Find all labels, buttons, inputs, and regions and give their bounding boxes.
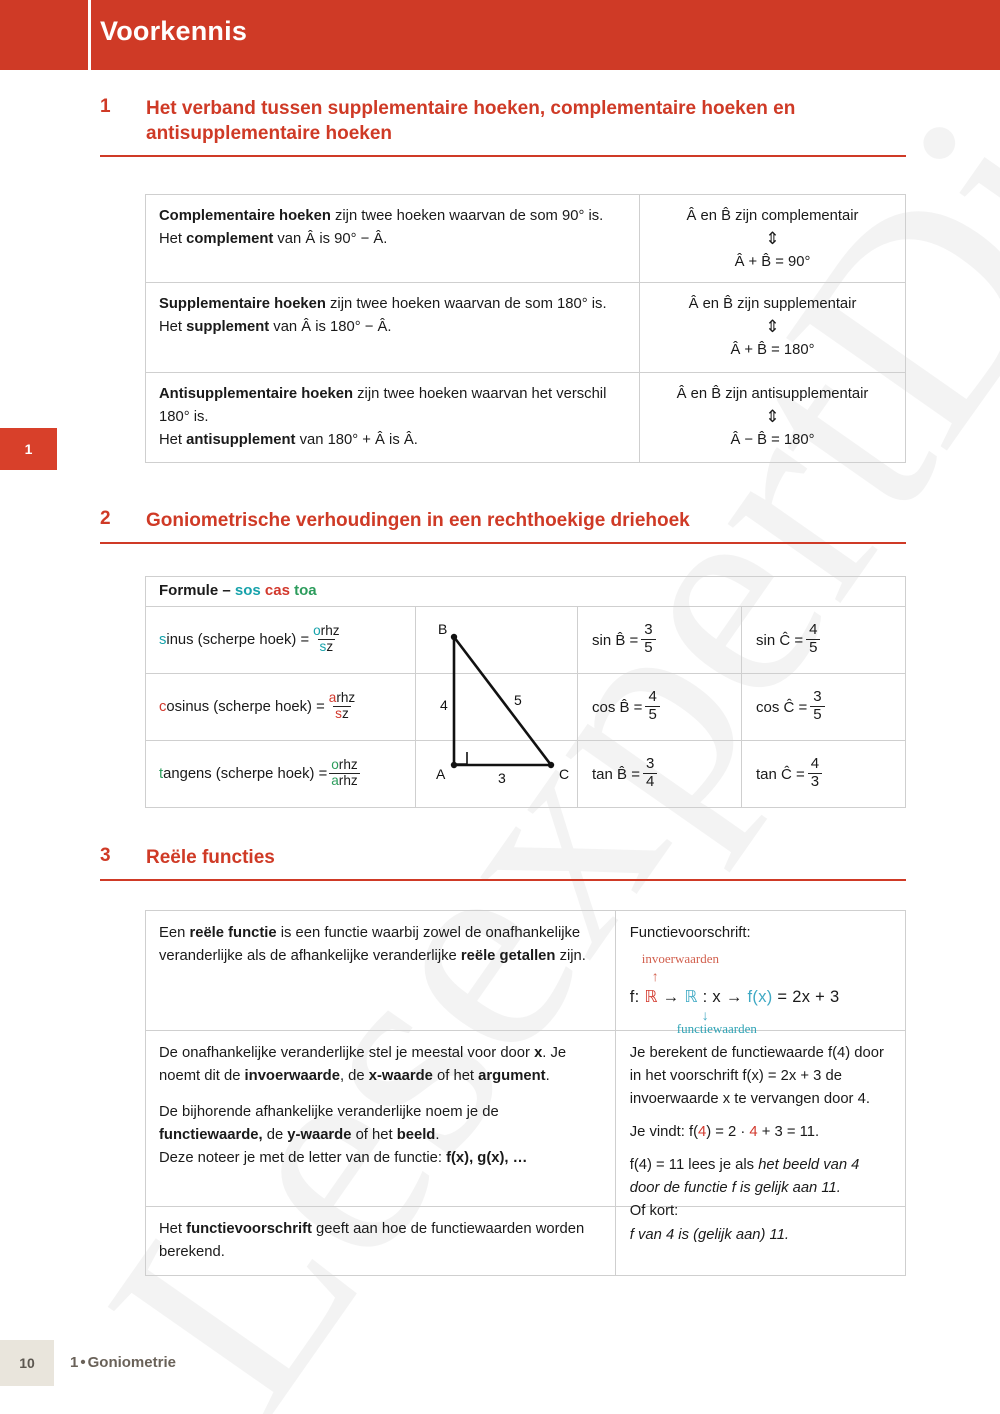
def-mid: is een functie waarbij zowel de onafhankelijke veranderlijke als de afhankelijke veranderlijke (159, 925, 581, 965)
triangle-spacer-cell (416, 741, 578, 807)
fx-symbol: f(x) (747, 988, 773, 1007)
cosinus-denominator: sz (335, 705, 349, 721)
sinus-denominator: sz (319, 638, 334, 654)
numerator: 3 (644, 621, 653, 639)
supplement-line-pre: Het (159, 319, 187, 336)
denominator: 5 (641, 639, 655, 656)
table-row (146, 674, 905, 741)
numerator: 4 (810, 755, 820, 773)
denominator: 5 (806, 639, 820, 656)
footer-chapter-number: 1 (70, 1354, 79, 1371)
numerator: 3 (813, 688, 822, 706)
complementary-definition-cell (146, 195, 640, 282)
term-antisupplementaire-hoeken: Antisupplementaire hoeken (159, 386, 354, 402)
relation-equation: Â − B̂ = 180° (730, 432, 815, 449)
page-header-band (0, 0, 1000, 70)
chapter-tab (0, 428, 57, 470)
relation-statement: Â en B̂ zijn complementair (686, 208, 859, 224)
cos-C-fraction (810, 689, 824, 722)
relation-statement: Â en B̂ zijn supplementair (688, 296, 857, 312)
complementary-angles-table (145, 194, 906, 463)
section-1-heading (100, 96, 910, 147)
formula-header-row (146, 577, 905, 607)
right-triangle-diagram-cell (416, 607, 578, 786)
sinus-rest: inus (scherpe hoek) = (166, 632, 310, 648)
cos-B-cell (578, 674, 742, 740)
term-supplement: supplement (186, 319, 270, 336)
example-reading-line: f(4) = 11 lees je als het beeld van 4 door de functie f is gelijk aan 11. Of kort: f van 4 is (gelijk aan) 11. (629, 1157, 860, 1243)
section-1-number: 1 (100, 96, 111, 117)
sin-B-fraction (641, 622, 655, 655)
function-expression (630, 985, 840, 1011)
term-antisupplement: antisupplement (186, 432, 296, 449)
relation-equation: Â + B̂ = 90° (734, 254, 811, 271)
supplementary-relation-cell (640, 283, 905, 372)
paragraph-independent-variable: De onafhankelijke veranderlijke stel je meestal voor door x. Je noemt dit de invoerwaarde, de x-waarde of het argument. (159, 1045, 567, 1085)
svg-text:3: 3 (498, 770, 506, 786)
table-row (146, 741, 905, 807)
footer-page-number: 10 (19, 1355, 35, 1371)
functiewaarden-label: functiewaarden (676, 1021, 757, 1037)
section-3-title: Reële functies (146, 847, 275, 868)
equivalence-arrow-icon: ⇕ (765, 317, 780, 337)
page-title: Voorkennis (100, 16, 248, 46)
codomain-R-symbol: ℝ (684, 988, 698, 1007)
footer-chapter-title: Goniometrie (87, 1354, 176, 1371)
functievoorschrift-definition-cell: Het functievoorschrift geeft aan hoe de functiewaarden worden berekend. (146, 1207, 616, 1275)
sin-B-label: sin B̂ = (592, 631, 639, 649)
section-3-rule (100, 879, 906, 881)
domain-R-symbol: ℝ (644, 988, 658, 1007)
table-row (146, 283, 905, 373)
term-reele-getallen: reële getallen (460, 948, 556, 965)
denominator: 4 (643, 773, 657, 790)
def-post: zijn. (555, 948, 586, 965)
tan-B-cell (578, 741, 742, 807)
expr-tail: = 2x + 3 (772, 988, 840, 1007)
svg-text:C: C (559, 766, 570, 782)
definition-rest: zijn twee hoeken waarvan de som 180° is. (325, 296, 607, 312)
tangens-numerator: orhz (331, 757, 358, 773)
real-functions-table (145, 910, 906, 1276)
denominator: 3 (808, 773, 822, 790)
table-row (146, 1207, 905, 1275)
relation-equation: Â + B̂ = 180° (730, 342, 815, 359)
tan-B-fraction (643, 756, 657, 789)
paragraph-dependent-variable: De bijhorende afhankelijke veranderlijke noem je de functiewaarde, de y-waarde of het beeld. (159, 1104, 499, 1144)
expr-arrow-1: → (657, 988, 685, 1007)
antisupplement-line-pre: Het (159, 432, 187, 449)
sinus-formula-cell (146, 607, 416, 673)
section-2-rule (100, 542, 906, 544)
tangens-fraction (329, 758, 359, 788)
sin-C-label: sin Ĉ = (756, 631, 804, 649)
arrow-down-icon: ↓ (701, 1007, 709, 1024)
sinus-initial: s (159, 632, 167, 648)
complementary-relation-cell (640, 195, 905, 282)
cos-B-fraction (645, 689, 659, 722)
paragraph-gap (630, 1111, 891, 1121)
footer-chapter-label (70, 1340, 176, 1386)
equivalence-arrow-icon: ⇕ (765, 407, 780, 427)
cosinus-numerator: arhz (328, 690, 356, 706)
term-functievoorschrift: functievoorschrift (186, 1221, 312, 1237)
svg-text:4: 4 (440, 697, 448, 713)
cos-C-label: cos Ĉ = (756, 698, 808, 716)
antisupplement-line-post: van 180° + Â is Â. (295, 432, 418, 449)
complement-line-post: van Â is 90° − Â. (273, 231, 388, 248)
invoerwaarden-label: invoerwaarden (641, 951, 719, 967)
formula-label: Formule – (159, 582, 235, 599)
svg-text:A: A (436, 766, 446, 782)
equivalence-arrow-icon: ⇕ (765, 229, 780, 249)
term-reele-functie: reële functie (189, 925, 277, 941)
mnemonic-cas: cas (264, 582, 290, 599)
footer-separator: • (80, 1354, 86, 1371)
section-2-number: 2 (100, 508, 111, 529)
cosinus-initial: c (159, 699, 167, 715)
example-computation-text: Je berekent de functiewaarde f(4) door in het voorschrift f(x) = 2x + 3 de invoerwaarde x te vervangen door 4. (629, 1045, 884, 1108)
term-supplementaire-hoeken: Supplementaire hoeken (159, 296, 326, 312)
tangens-rest: angens (scherpe hoek) = (163, 766, 328, 782)
denominator: 5 (645, 706, 659, 723)
variable-terminology-cell (146, 1031, 616, 1206)
arrow-up-icon: ↑ (651, 968, 659, 985)
tangens-initial: t (159, 766, 164, 782)
table-row (146, 911, 905, 1037)
expr-prefix: f: (629, 988, 645, 1007)
table-row (146, 373, 905, 462)
mnemonic-toa: toa (294, 582, 317, 599)
numerator: 3 (645, 755, 655, 773)
sinus-numerator: orhz (313, 623, 340, 639)
svg-text:B: B (438, 621, 448, 637)
numerator: 4 (809, 621, 818, 639)
section-2-heading (100, 508, 910, 533)
red-input-value: 4 (698, 1124, 707, 1141)
tan-C-fraction (808, 756, 822, 789)
supplementary-definition-cell (146, 283, 640, 372)
section-1-title: Het verband tussen supplementaire hoeken, complementaire hoeken en antisupplementaire hoeken (146, 98, 796, 145)
header-divider-rule (88, 0, 91, 70)
tan-C-label: tan Ĉ = (756, 765, 805, 783)
sin-C-cell (742, 607, 905, 673)
cos-C-cell (742, 674, 905, 740)
table-row (146, 195, 905, 283)
definition-rest: zijn twee hoeken waarvan het verschil 180° is. (159, 386, 607, 426)
function-value-example-cell (616, 1031, 905, 1243)
supplement-line-post: van Â is 180° − Â. (269, 319, 392, 336)
cosinus-formula-cell (146, 674, 416, 740)
term-complement: complement (186, 231, 274, 248)
function-notation-diagram (630, 949, 891, 1035)
sinus-fraction (311, 624, 341, 654)
antisupplementary-relation-cell (640, 373, 905, 462)
section-3-number: 3 (100, 845, 111, 866)
paragraph-gap (630, 1144, 891, 1154)
sin-B-cell (578, 607, 742, 673)
definition-rest: zijn twee hoeken waarvan de som 90° is. (330, 208, 604, 224)
cos-B-label: cos B̂ = (592, 698, 643, 716)
antisupplementary-definition-cell (146, 373, 640, 462)
trig-ratios-table (145, 576, 906, 808)
svg-text:5: 5 (514, 692, 522, 708)
complement-line-pre: Het (159, 231, 187, 248)
denominator: 5 (810, 706, 824, 723)
section-2-title: Goniometrische verhoudingen in een rechthoekige driehoek (146, 510, 690, 531)
empty-cell (616, 1207, 905, 1275)
cosinus-rest: osinus (scherpe hoek) = (166, 699, 325, 715)
numerator: 4 (648, 688, 657, 706)
tan-C-cell (742, 741, 905, 807)
term-complementaire-hoeken: Complementaire hoeken (159, 208, 331, 224)
paragraph-gap (159, 1088, 601, 1101)
tangens-denominator: arhz (331, 772, 358, 788)
example-result-line: Je vindt: f(4) = 2 · 4 + 3 = 11. (629, 1124, 820, 1141)
tan-B-label: tan B̂ = (592, 765, 640, 783)
paragraph-notation: Deze noteer je met de letter van de functie: f(x), g(x), … (159, 1150, 528, 1167)
relation-statement: Â en B̂ zijn antisupplementair (676, 386, 869, 402)
functievoorschrift-heading: Functievoorschrift: (629, 925, 751, 941)
triangle-spacer-cell (416, 674, 578, 740)
red-input-value: 4 (749, 1124, 758, 1141)
section-1-rule (100, 155, 906, 157)
def-pre: Een (159, 925, 190, 941)
function-notation-cell (616, 911, 905, 1037)
expr-mid: : x → (697, 988, 748, 1007)
section-3-heading (100, 845, 910, 870)
chapter-tab-number: 1 (24, 441, 33, 457)
mnemonic-sos: sos (234, 582, 261, 599)
sin-C-fraction (806, 622, 820, 655)
cosinus-fraction (327, 691, 357, 721)
real-function-definition-cell (146, 911, 616, 1030)
tangens-formula-cell (146, 741, 416, 807)
